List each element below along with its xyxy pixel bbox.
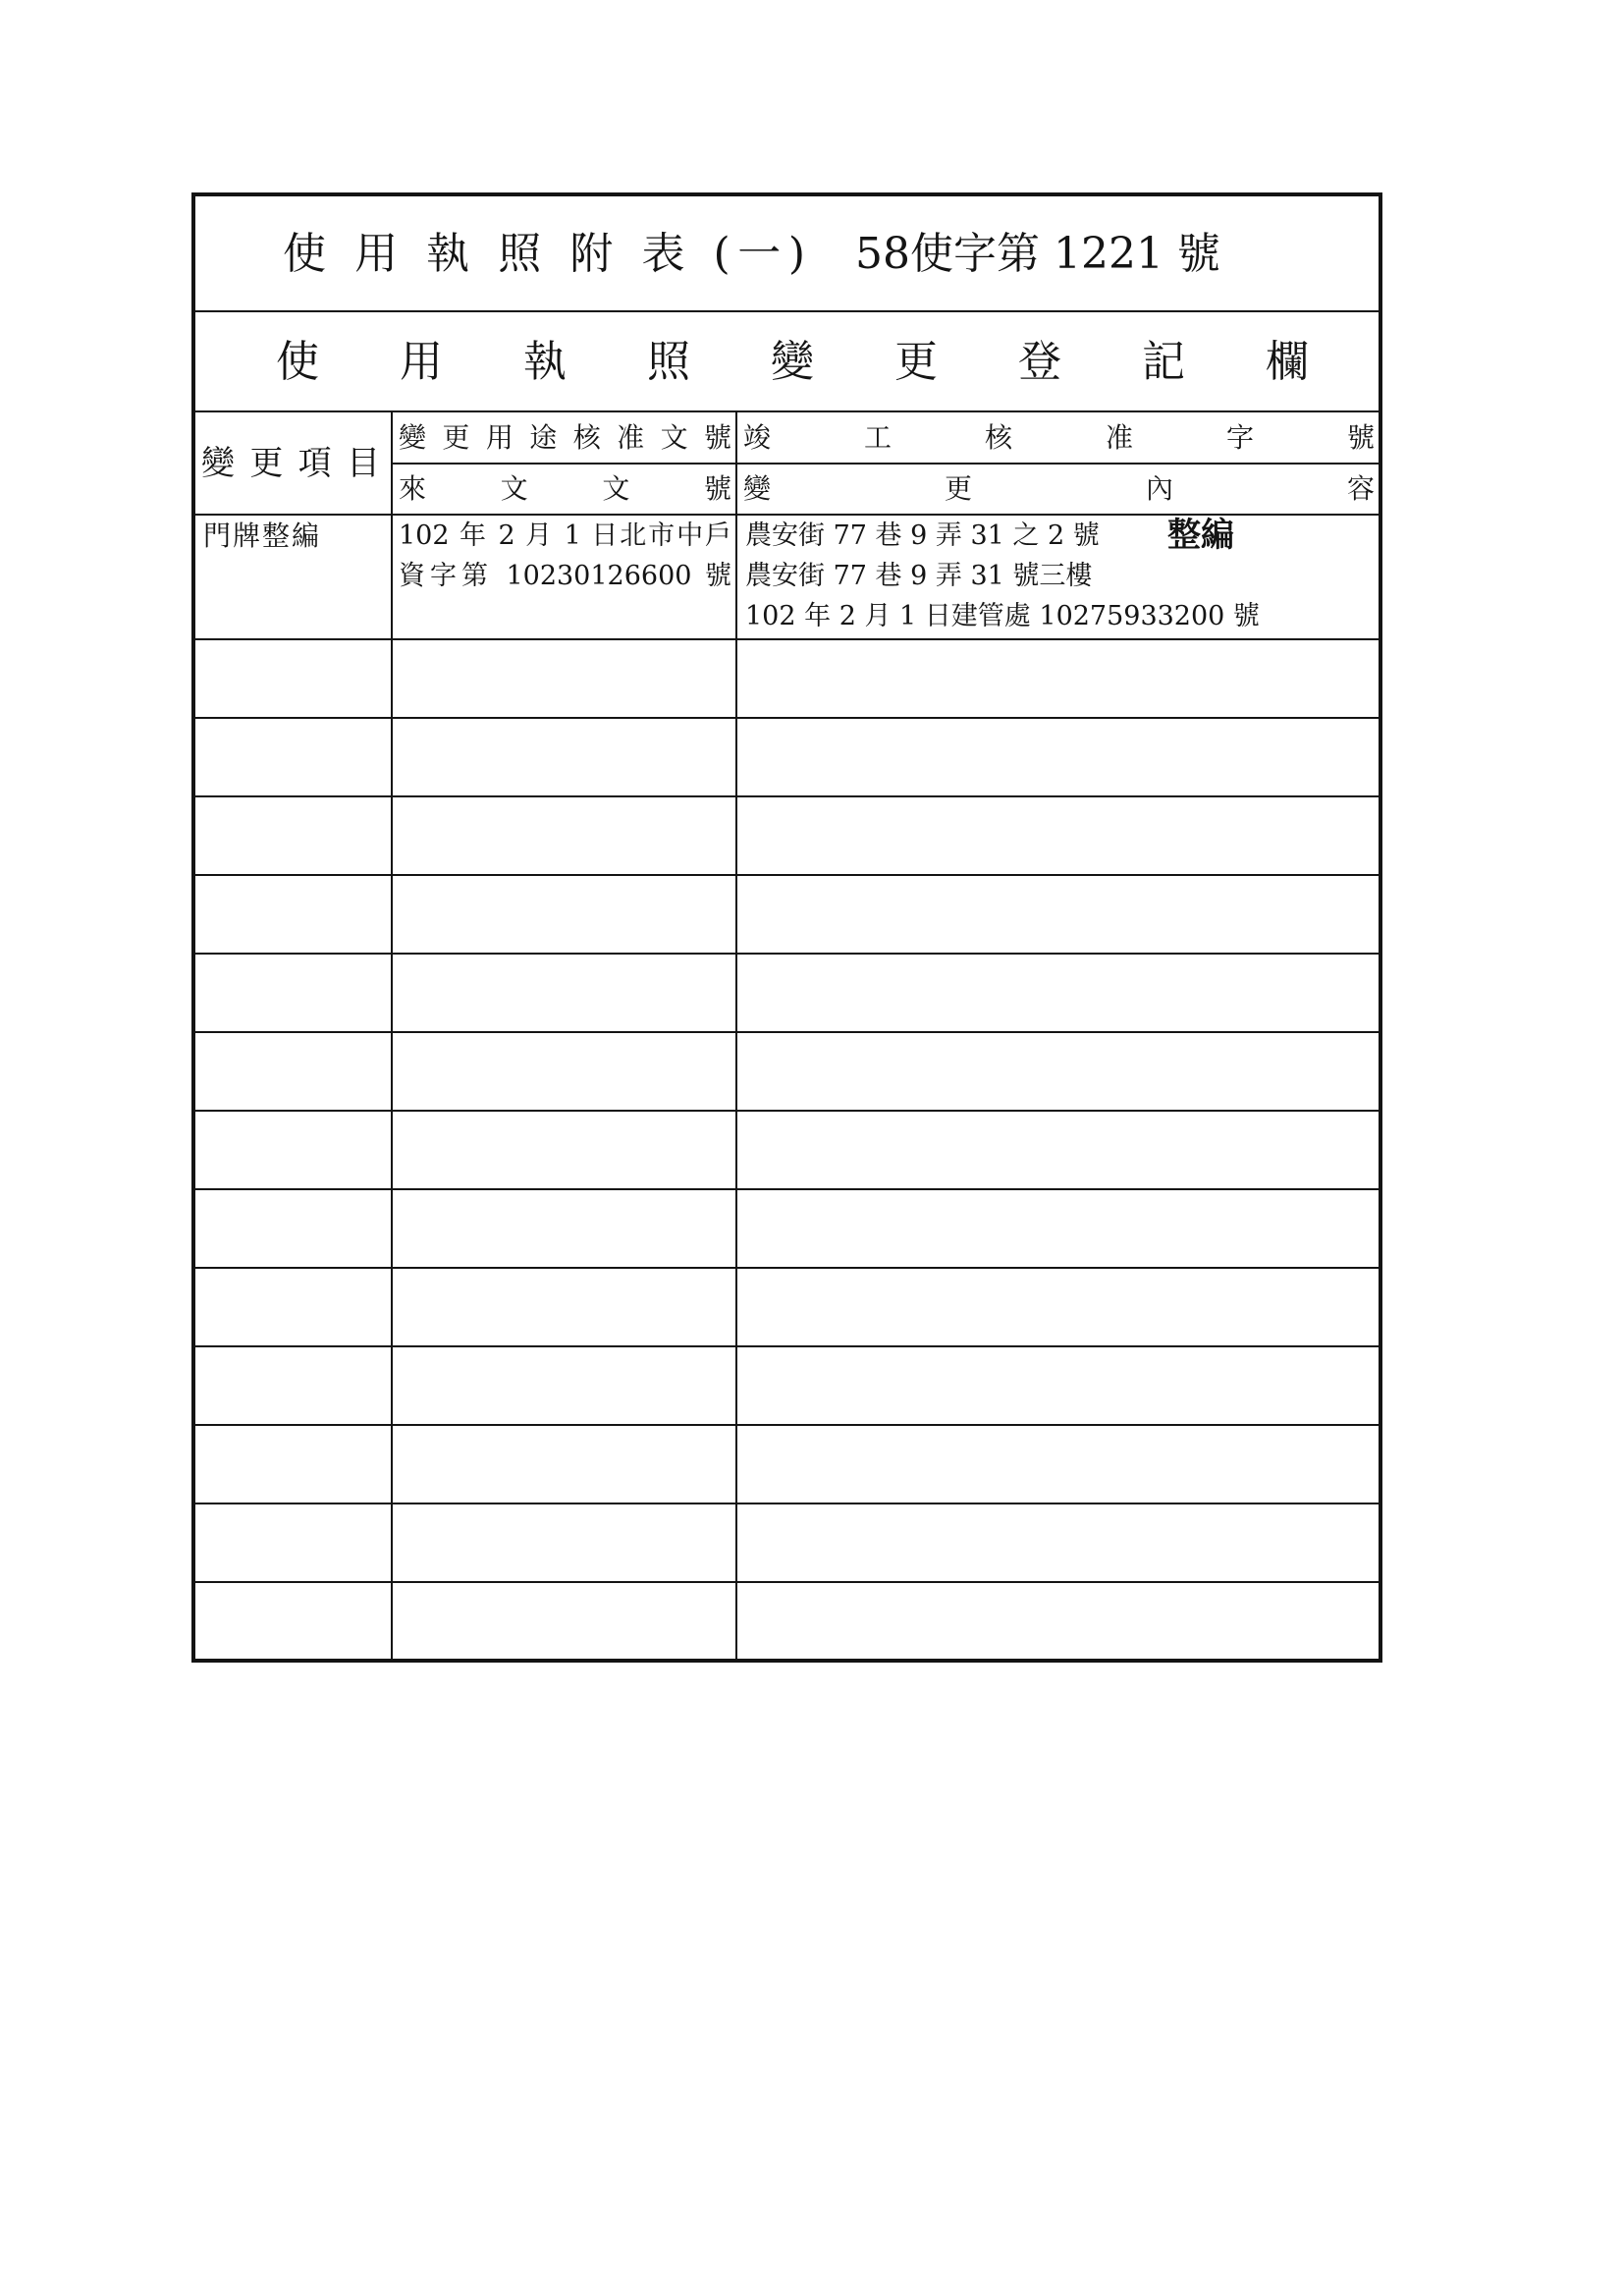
document-title: 使 用 執 照 附 表 (一) [283, 229, 805, 279]
blank-content-cell [736, 718, 1380, 796]
blank-row [193, 718, 1380, 796]
blank-doc-no-cell [392, 1503, 736, 1582]
blank-doc-no-cell [392, 1032, 736, 1111]
header-completion-approval-no-label: 竣 工 核 准 字 號 [743, 420, 1376, 454]
blank-content-cell [736, 875, 1380, 954]
header-change-item [193, 411, 392, 515]
blank-row [193, 1032, 1380, 1111]
header-incoming-doc-no [392, 464, 736, 515]
header-change-content-label: 變 更 內 容 [743, 472, 1376, 505]
blank-row [193, 875, 1380, 954]
entry-content-line: 農安街 77 巷 9 弄 31 號三樓 [745, 561, 1093, 591]
blank-change-item-cell [193, 796, 392, 875]
entry-doc-no-line: 102 年 2 月 1 日北市中戶 [399, 520, 731, 551]
blank-doc-no-cell [392, 1111, 736, 1189]
blank-content-cell [736, 796, 1380, 875]
blank-change-item-cell [193, 875, 392, 954]
subtitle-row [193, 311, 1380, 411]
entry-content-cell [736, 515, 1380, 639]
blank-content-cell [736, 954, 1380, 1032]
blank-row [193, 1425, 1380, 1503]
renumbering-stamp: 整編 [1167, 516, 1234, 555]
blank-doc-no-cell [392, 718, 736, 796]
permit-table [191, 192, 1382, 1663]
blank-change-item-cell [193, 1425, 392, 1503]
blank-change-item-cell [193, 1503, 392, 1582]
blank-change-item-cell [193, 1032, 392, 1111]
entry-doc-no-cell [392, 515, 736, 639]
blank-doc-no-cell [392, 875, 736, 954]
blank-doc-no-cell [392, 796, 736, 875]
title-row [193, 194, 1380, 311]
entry-change-item: 門牌整編 [203, 519, 322, 552]
entry-row [193, 515, 1380, 639]
blank-row [193, 1268, 1380, 1346]
section-title: 使 用 執 照 變 更 登 記 欄 [276, 337, 1309, 387]
header-incoming-doc-no-label: 來 文 文 號 [399, 472, 731, 505]
header-approval-doc-no [392, 411, 736, 464]
blank-change-item-cell [193, 1111, 392, 1189]
blank-content-cell [736, 1425, 1380, 1503]
header-change-item-label: 變 更 項 目 [201, 443, 380, 483]
blank-row [193, 1111, 1380, 1189]
blank-content-cell [736, 639, 1380, 718]
blank-row [193, 954, 1380, 1032]
blank-change-item-cell [193, 1582, 392, 1661]
blank-content-cell [736, 1111, 1380, 1189]
permit-number: 58使字第 1221 號 [855, 229, 1220, 279]
entry-content-line: 102 年 2 月 1 日建管處 10275933200 號 [745, 601, 1260, 631]
header-change-content [736, 464, 1380, 515]
entry-change-item-cell [193, 515, 392, 639]
blank-row [193, 1189, 1380, 1268]
header-completion-approval-no [736, 411, 1380, 464]
blank-content-cell [736, 1268, 1380, 1346]
blank-change-item-cell [193, 639, 392, 718]
blank-change-item-cell [193, 718, 392, 796]
header-approval-doc-no-label: 變 更 用 途 核 准 文 號 [399, 420, 731, 454]
blank-row [193, 1503, 1380, 1582]
blank-doc-no-cell [392, 1425, 736, 1503]
blank-doc-no-cell [392, 954, 736, 1032]
blank-row [193, 639, 1380, 718]
blank-content-cell [736, 1346, 1380, 1425]
blank-content-cell [736, 1189, 1380, 1268]
blank-doc-no-cell [392, 1268, 736, 1346]
blank-doc-no-cell [392, 1346, 736, 1425]
blank-content-cell [736, 1503, 1380, 1582]
title-cell [193, 194, 1380, 311]
entry-content-line: 農安街 77 巷 9 弄 31 之 2 號 [745, 520, 1100, 551]
blank-doc-no-cell [392, 639, 736, 718]
blank-change-item-cell [193, 1268, 392, 1346]
blank-change-item-cell [193, 1346, 392, 1425]
subtitle-cell [193, 311, 1380, 411]
blank-row [193, 1582, 1380, 1661]
blank-doc-no-cell [392, 1189, 736, 1268]
blank-row [193, 796, 1380, 875]
blank-change-item-cell [193, 1189, 392, 1268]
entry-doc-no-line: 資字第 10230126600 號 [399, 561, 731, 591]
blank-content-cell [736, 1032, 1380, 1111]
blank-content-cell [736, 1582, 1380, 1661]
blank-doc-no-cell [392, 1582, 736, 1661]
blank-row [193, 1346, 1380, 1425]
header-row-top [193, 411, 1380, 464]
blank-change-item-cell [193, 954, 392, 1032]
